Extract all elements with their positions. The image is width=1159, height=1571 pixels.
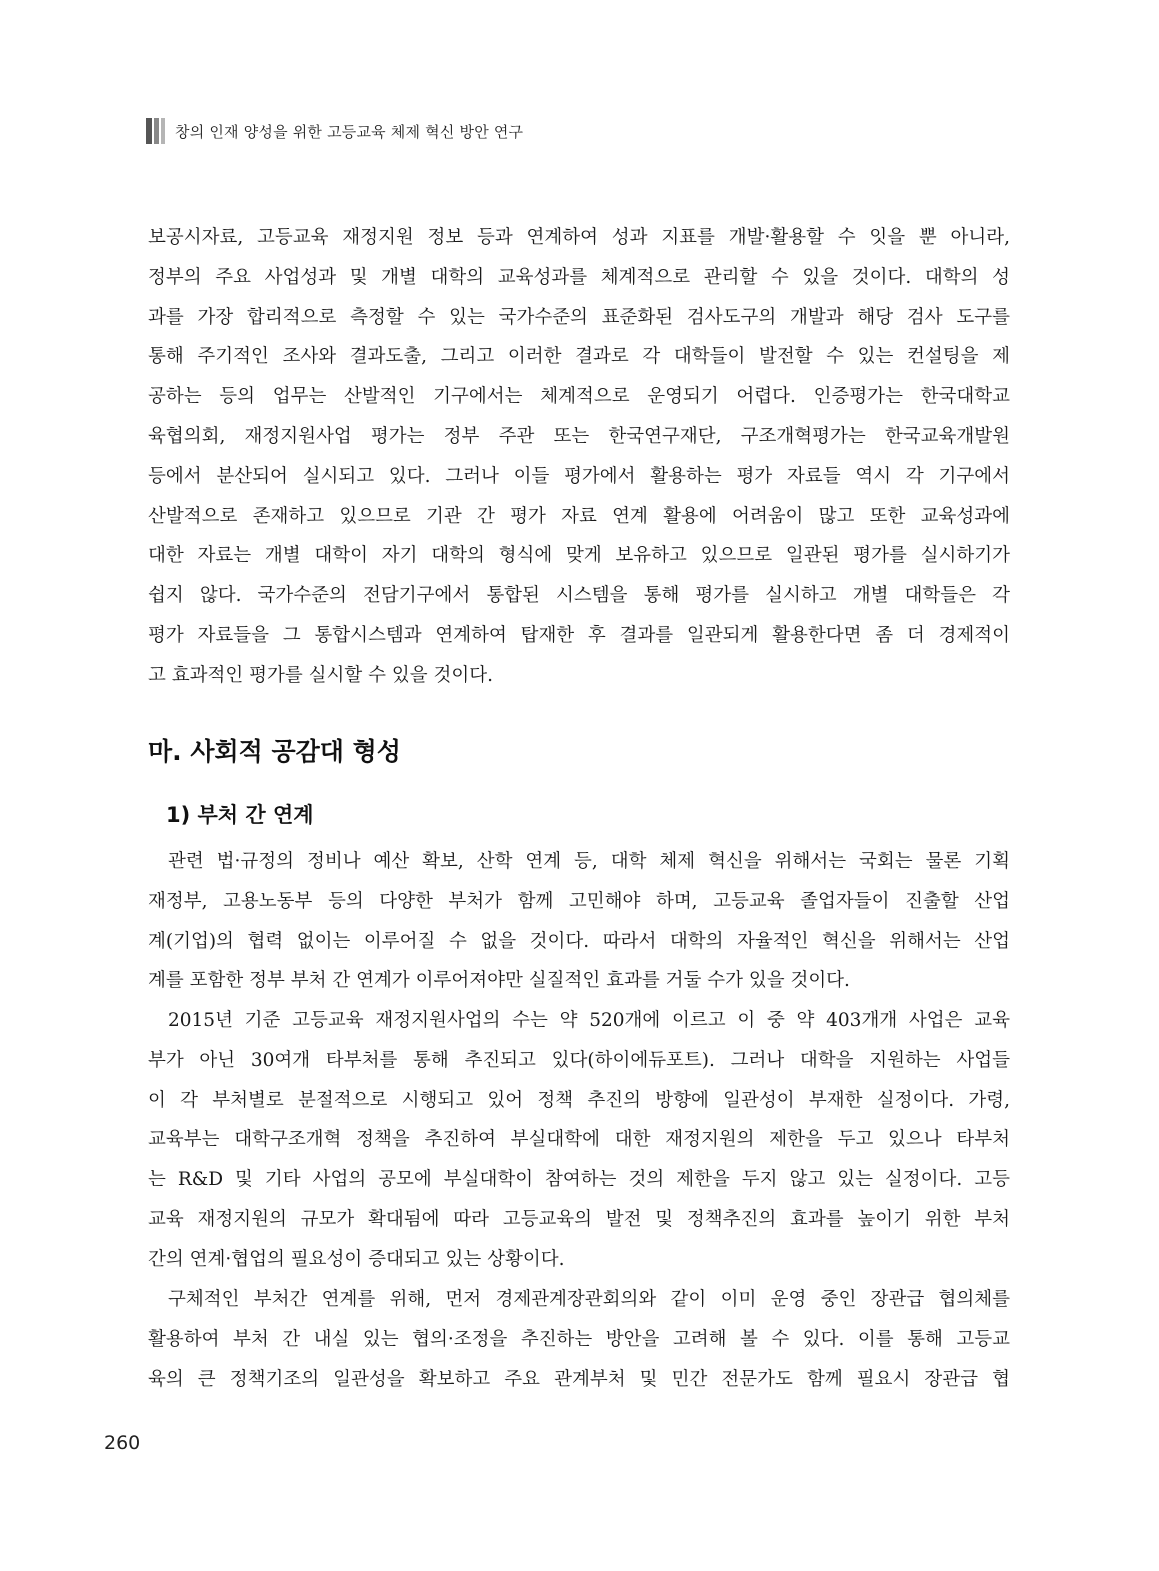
text-line: 계를 포함한 정부 부처 간 연계가 이루어져야만 실질적인 효과를 거둘 수가 있을 것이다. xyxy=(148,970,850,992)
text-line: 교육 재정지원의 규모가 확대됨에 따라 고등교육의 발전 및 정책추진의 효과를 높이기 위한 부처 xyxy=(148,1208,1010,1230)
paragraph-4-text xyxy=(148,1280,1010,1399)
text-line: 통해 주기적인 조사와 결과도출, 그리고 이러한 결과로 각 대학들이 발전할 수 있는 컨설팅을 제 xyxy=(148,346,1010,368)
text-line: 2015년 기준 고등교육 재정지원사업의 수는 약 520개에 이르고 이 중 약 403개개 사업은 교육 xyxy=(168,1010,1010,1031)
text-line: 계(기업)의 협력 없이는 이루어질 수 없을 것이다. 따라서 대학의 자율적인 혁신을 위해서는 산업 xyxy=(148,930,1010,952)
text-line: 과를 가장 합리적으로 측정할 수 있는 국가수준의 표준화된 검사도구의 개발과 해당 검사 도구를 xyxy=(148,306,1010,328)
paragraph-1 xyxy=(148,218,1010,696)
subsection-heading: 1) 부처 간 연계 xyxy=(166,803,314,827)
text-line: 보공시자료, 고등교육 재정지원 정보 등과 연계하여 성과 지표를 개발·활용할 수 잇을 뿐 아니라, xyxy=(148,227,1010,248)
text-line: 등에서 분산되어 실시되고 있다. 그러나 이들 평가에서 활용하는 평가 자료들 역시 각 기구에서 xyxy=(148,465,1010,487)
text-line: 간의 연계·협업의 필요성이 증대되고 있는 상황이다. xyxy=(148,1248,565,1270)
text-line: 육협의회, 재정지원사업 평가는 정부 주관 또는 한국연구재단, 구조개혁평가는 한국교육개발원 xyxy=(148,425,1010,447)
running-header-title: 창의 인재 양성을 위한 고등교육 체제 혁신 방안 연구 xyxy=(175,122,524,141)
text-line: 구체적인 부처간 연계를 위해, 먼저 경제관계장관회의와 같이 이미 운영 중인 장관급 협의체를 xyxy=(168,1289,1010,1310)
page-number: 260 xyxy=(104,1432,141,1454)
text-line: 관련 법·규정의 정비나 예산 확보, 산학 연계 등, 대학 체제 혁신을 위해서는 국회는 물론 기획 xyxy=(168,851,1010,872)
running-header xyxy=(146,118,523,144)
text-line: 재정부, 고용노동부 등의 다양한 부처가 함께 고민해야 하며, 고등교육 졸업자들이 진출할 산업 xyxy=(148,890,1010,912)
header-bar-icon xyxy=(146,118,167,144)
text-line: 활용하여 부처 간 내실 있는 협의·조정을 추진하는 방안을 고려해 볼 수 있다. 이를 통해 고등교 xyxy=(148,1328,1010,1350)
paragraph-2 xyxy=(148,842,1010,1001)
text-line: 이 각 부처별로 분절적으로 시행되고 있어 정책 추진의 방향에 일관성이 부재한 실정이다. 가령, xyxy=(148,1089,1010,1111)
text-line: 는 R&D 및 기타 사업의 공모에 부실대학이 참여하는 것의 제한을 두지 않고 있는 실정이다. 고등 xyxy=(148,1169,1010,1191)
text-line: 평가 자료들을 그 통합시스템과 연계하여 탑재한 후 결과를 일관되게 활용한다면 좀 더 경제적이 xyxy=(148,624,1010,646)
header-bar-light xyxy=(161,118,165,144)
text-line: 부가 아닌 30여개 타부처를 통해 추진되고 있다(하이에듀포트). 그러나 대학을 지원하는 사업들 xyxy=(148,1049,1010,1071)
header-bar-mid xyxy=(154,118,159,144)
text-line: 육의 큰 정책기조의 일관성을 확보하고 주요 관계부처 및 민간 전문가도 함께 필요시 장관급 협 xyxy=(148,1368,1010,1390)
text-line: 공하는 등의 업무는 산발적인 기구에서는 체계적으로 운영되기 어렵다. 인증평가는 한국대학교 xyxy=(148,386,1010,408)
text-line: 교육부는 대학구조개혁 정책을 추진하여 부실대학에 대한 재정지원의 제한을 두고 있으나 타부처 xyxy=(148,1129,1010,1151)
header-bar-dark xyxy=(146,118,152,144)
text-line: 쉽지 않다. 국가수준의 전담기구에서 통합된 시스템을 통해 평가를 실시하고 개별 대학들은 각 xyxy=(148,585,1010,607)
text-line: 산발적으로 존재하고 있으므로 기관 간 평가 자료 연계 활용에 어려움이 많고 또한 교육성과에 xyxy=(148,505,1010,527)
text-line: 대한 자료는 개별 대학이 자기 대학의 형식에 맞게 보유하고 있으므로 일관된 평가를 실시하기가 xyxy=(148,545,1010,567)
paragraph-3-text xyxy=(148,1001,1010,1280)
text-line: 고 효과적인 평가를 실시할 수 있을 것이다. xyxy=(148,664,493,686)
paragraph-3 xyxy=(148,1001,1010,1280)
text-line: 정부의 주요 사업성과 및 개별 대학의 교육성과를 체계적으로 관리할 수 있을 것이다. 대학의 성 xyxy=(148,266,1010,288)
section-heading: 마. 사회적 공감대 형성 xyxy=(148,737,401,766)
paragraph-2-text xyxy=(148,842,1010,1001)
paragraph-1-text xyxy=(148,218,1010,696)
paragraph-4 xyxy=(148,1280,1010,1399)
